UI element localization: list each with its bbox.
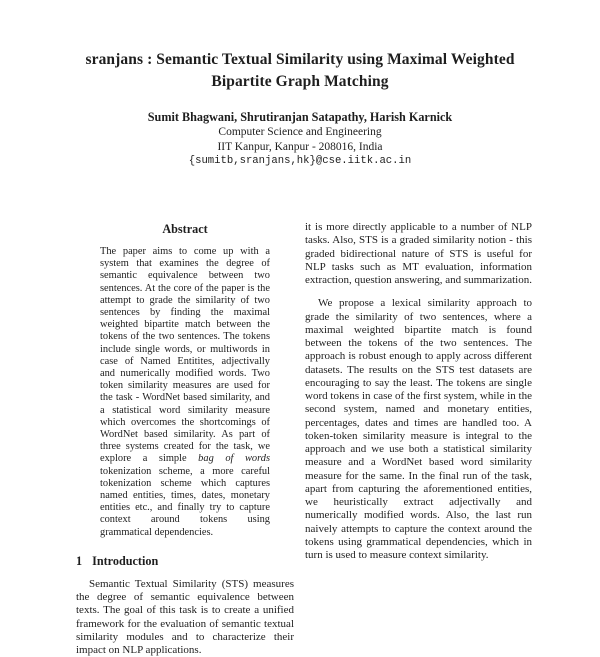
abstract-text-before-italic: The paper aims to come up with a system that examines the degree of semantic equivalence between two sentences. At the core of the paper is the attempt to grade the similarity of two sentences by finding the maximal weighted bipartite match between the tokens of the two sentences. The tokens include single words, or multiwords in case of Named Entitites, adjectivally and numerically modified words. Two token similarity measures are used for the task - WordNet based similarity, and a statistical word similarity measure which overcomes the shortcomings of WordNet based similarity. As part of three systems created for the task, we explore a simple — [100, 246, 270, 465]
abstract-italic-phrase: bag of words — [198, 453, 270, 465]
two-column-body — [76, 221, 532, 657]
abstract-text — [100, 246, 270, 539]
section-heading-introduction — [76, 554, 294, 568]
introduction-paragraph: Semantic Textual Similarity (STS) measures the degree of semantic equivalence between texts. The goal of this task is to create a unified framework for the evaluation of semantic textual similarity modules and to characterize their impact on NLP applications. — [76, 577, 294, 657]
left-column — [76, 221, 294, 657]
authors-line: Sumit Bhagwani, Shrutiranjan Satapathy, Harish Karnick — [147, 110, 453, 124]
abstract-heading: Abstract — [162, 222, 208, 236]
section-number: 1 — [76, 553, 83, 568]
paper-title — [0, 49, 600, 92]
right-column-paragraph-1: it is more directly applicable to a number of NLP tasks. Also, STS is a graded similarity notion - this graded bidirectional nature of STS is useful for NLP tasks such as MT evaluation, information extraction, question answering, and summarization. — [305, 221, 532, 286]
right-column — [305, 221, 532, 657]
paper-title-line-2: Bipartite Graph Matching — [211, 72, 389, 90]
authors-email: {sumitb,sranjans,hk}@cse.iitk.ac.in — [188, 155, 412, 167]
right-column-paragraph-2: We propose a lexical similarity approach to grade the similarity of two sentences, where a maximal weighted bipartite match is found between the tokens of the two sentences. The approach is robust enough to apply across different datasets. The results on the STS test datasets are encouraging to say the least. The tokens are single word tokens in case of the first system, while in the second system, named and monetary entities, percentages, dates and times are handled too. A token-token similarity measure is integral to the approach and we use both a statistical similarity measure and a WordNet based word similarity measure for the same. In the final run of the task, apart from capturing the aforementioned entities, we heuristically extract adjectivally and numerically modified words. Also, the last run naively attempts to capture the context around the tokens using grammatical dependencies, which in turn is used to measure context similarity. — [305, 297, 532, 561]
affiliation-institution: IIT Kanpur, Kanpur - 208016, India — [217, 140, 383, 153]
paper-title-line-1: sranjans : Semantic Textual Similarity using Maximal Weighted — [85, 51, 515, 68]
affiliation-department: Computer Science and Engineering — [218, 126, 382, 138]
abstract-text-after-italic: tokenization scheme, a more careful tokenization scheme which captures named entities, times, dates, monetary entities etc., and finally try to capture context around tokens using grammatical dependencies. — [100, 465, 270, 538]
section-label: Introduction — [92, 553, 159, 568]
author-block — [0, 110, 600, 168]
